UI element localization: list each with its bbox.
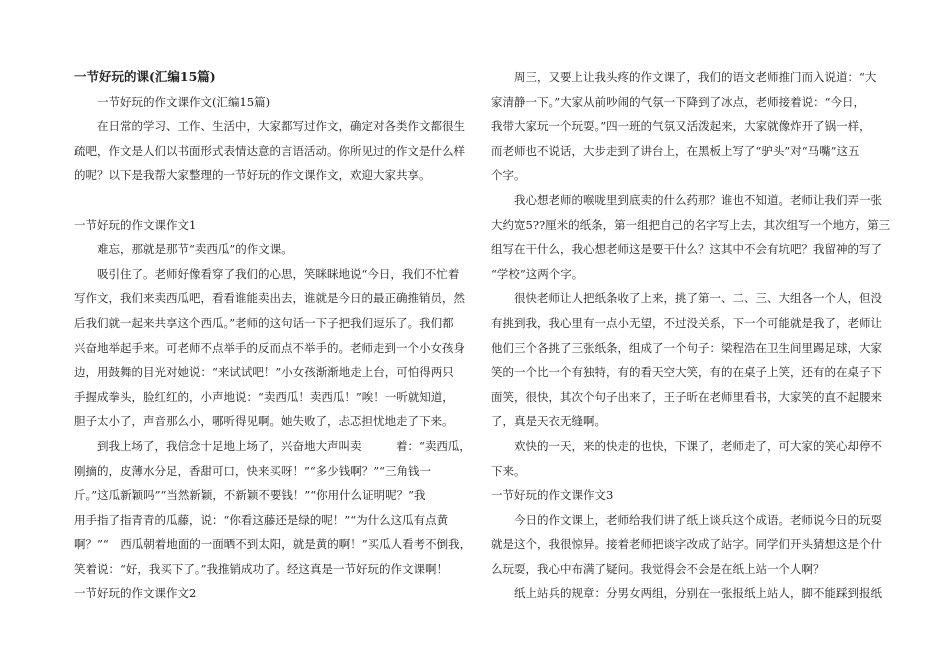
text-line: 有挑到我，我心里有一点小无望，不过没关系，下一个可能就是我了，老师让 [491,315,882,330]
text-line: 的呢？以下是我帮大家整理的一节好玩的作文课作文，欢迎大家共享。 [74,168,431,183]
text-line: 胆子太小了，声音那么小，哪听得见啊。她失败了，忐忑担忧地走了下来。 [74,414,454,429]
text-line: 到我上场了，我信念十足地上场了，兴奋地大声叫卖 着：“卖西瓜， [74,438,471,453]
text-line: 面笑，很快，其次个句子出来了，王子昕在老师里看书，大家笑的直不起腰来 [491,389,882,404]
text-line: 一节好玩的作文课作文(汇编15篇) [74,94,271,109]
left-column [74,65,472,606]
text-line: 大约宽5??厘米的纸条，第一组把自己的名字写上去，其次组写一个地方，第三 [491,217,891,232]
text-line: 难忘，那就是那节“卖西瓜”的作文课。 [74,242,293,257]
blank-line [74,188,466,213]
text-line: 吸引住了。老师好像看穿了我们的心思，笑眯眯地说“今日，我们不忙着 [74,266,460,281]
text-line: 而老师也不说话，大步走到了讲台上，在黑板上写了“驴头”对“马嘴”这五 [491,143,860,158]
text-line: 我心想老师的喉咙里到底卖的什么药那？谁也不知道。老师让我们弄一张 [491,192,882,207]
text-line: 个字。 [491,168,526,183]
text-line: 一节好玩的作文课作文1 [74,217,197,232]
text-line: 笑的一个比一个有独特，有的看天空大笑，有的在桌子上笑，还有的在桌子下 [491,365,882,380]
text-line: 后我们就一起来共享这个西瓜。”老师的这句话一下子把我们逗乐了。我们都 [74,315,454,330]
text-line: 边，用鼓舞的目光对她说：“来试试吧！”小女孩渐渐地走上台，可怕得两只 [74,365,454,380]
text-line: 写作文，我们来卖西瓜吧，看看谁能卖出去，谁就是今日的最正确推销员，然 [74,291,465,306]
text-line: 在日常的学习、工作、生活中，大家都写过作文，确定对各类作文都很生 [74,119,465,134]
text-line: 斤。”这瓜新颖吗”“当然新颖，不新颖不要钱！”“你用什么证明呢？”我 [74,488,426,503]
text-line: 今日的作文课上，老师给我们讲了纸上谈兵这个成语。老师说今日的玩耍 [491,512,882,527]
text-line: 用手指了指青青的瓜藤，说：“你看这藤还是绿的呢！”“为什么这瓜有点黄 [74,512,449,527]
text-line: 一节好玩的作文课作文3 [491,488,614,503]
right-body [491,65,891,606]
text-line: 么玩耍，我心中布满了疑问。我觉得会不会是在纸上站一个人啊？ [491,561,825,576]
text-line: 一节好玩的作文课作文2 [74,586,197,601]
text-line: 家清静一下。”大家从前吵闹的气氛一下降到了冰点，老师接着说：“今日， [491,94,866,109]
text-line: “学校”这两个字。 [491,266,584,281]
right-column [491,65,891,606]
text-line: 下来。 [491,463,526,478]
text-line: 我带大家玩一个玩耍。”四一班的气氛又活泼起来，大家就像炸开了锅一样， [491,119,871,134]
text-line: 纸上站兵的规章：分男女两组，分别在一张报纸上站人，脚不能踩到报纸 [491,586,882,601]
text-line: 很快老师让人把纸条收了上来，挑了第一、二、三、大组各一个人，但没 [491,291,882,306]
text-line: 啊？”“ 西瓜朝着地面的一面晒不到太阳，就是黄的啊！”买瓜人看考不倒我， [74,537,472,552]
text-line: 兴奋地举起手来。可老师不点举手的反而点不举手的。老师走到一个小女孩身 [74,340,465,355]
text-line: 手握成拳头，脸红红的，小声地说：“卖西瓜！卖西瓜！”唉！一听就知道， [74,389,454,404]
text-line: 刚摘的，皮薄水分足，香甜可口，快来买呀！”“多少钱啊？”“三角钱一 [74,463,432,478]
text-line: 周三，又要上让我头疼的作文课了，我们的语文老师推门而入说道：“大 [491,70,877,84]
text-line: 就是这个，我很惊异。接着老师把谈字改成了站字。同学们开头猜想这是个什 [491,537,882,552]
text-line: 欢快的一天，来的快走的也快，下课了，老师走了，可大家的笑心却停不 [491,438,882,453]
document-title: 一节好玩的课(汇编15篇) [74,69,216,84]
text-line: 疏吧，作文是人们以书面形式表情达意的言语活动。你所见过的作文是什么样 [74,143,465,158]
text-line: 他们三个各挑了三张纸条，组成了一个句子：梁程浩在卫生间里踢足球，大家 [491,340,882,355]
text-line: 组写在干什么，我心想老师这是要干什么？这其中不会有坑吧？我留神的写了 [491,242,882,257]
left-body [74,90,472,606]
text-line: 笑着说：“好，我买下了。”我推销成功了。经这真是一节好玩的作文课啊！ [74,561,449,576]
text-line: 了，真是天衣无缝啊。 [491,414,606,429]
